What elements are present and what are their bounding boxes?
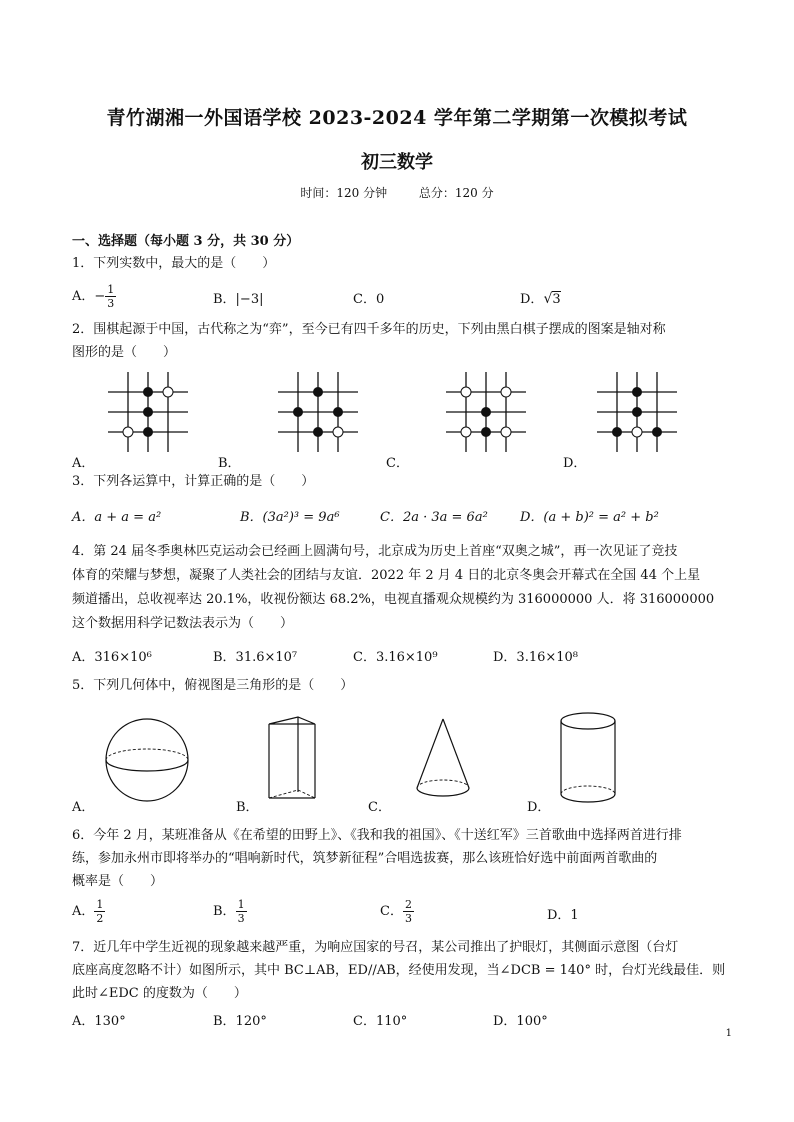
q4-stem-line3: 频道播出，总收视率达 20.1%，收视份额达 68.2%，电视直播观众规模约为 316000000 人．将 316000000 xyxy=(72,592,715,607)
q7-stem-line1: 7．近几年中学生近视的现象越来越严重，为响应国家的号召，某公司推出了护眼灯，其侧面示意图（台灯 xyxy=(72,940,679,955)
go-board-c xyxy=(446,372,526,452)
q2-stem-line2: 图形的是（ ） xyxy=(72,345,177,360)
q6-option-a: A． $\frac{1}{2}$ xyxy=(72,898,104,925)
q1-option-a: A．− $\frac{1}{3}$ xyxy=(72,283,115,310)
q5-stem: 5．下列几何体中，俯视图是三角形的是（ ） xyxy=(72,678,354,693)
white-stone xyxy=(501,387,511,397)
cylinder-figure xyxy=(560,712,616,804)
q2-label-b: B． xyxy=(218,456,241,471)
q4-option-d: D．3.16×10⁸ xyxy=(493,650,579,665)
white-stone xyxy=(461,387,471,397)
black-stone xyxy=(143,387,153,397)
exam-meta xyxy=(0,184,794,201)
q6-option-d: D．1 xyxy=(547,908,579,923)
q4-stem-line1: 4．第 24 届冬季奥林匹克运动会已经画上圆满句号，北京成为历史上首座“双奥之城”，再一次见证了竞技 xyxy=(72,544,678,559)
q5-label-b: B． xyxy=(236,800,259,815)
q3-option-b: B．(3a²)³ = 9a⁶ xyxy=(240,510,340,525)
q4-option-c: C．3.16×10⁹ xyxy=(353,650,438,665)
q2-label-c: C． xyxy=(386,456,409,471)
q1-option-d: D．√3 xyxy=(520,291,561,307)
black-stone xyxy=(632,387,642,397)
q4-stem-line2: 体育的荣耀与梦想，凝聚了人类社会的团结与友谊．2022 年 2 月 4 日的北京冬奥会开幕式在全国 44 个上星 xyxy=(72,568,701,583)
black-stone xyxy=(612,427,622,437)
section-heading: 一、选择题（每小题 3 分，共 30 分） xyxy=(72,234,300,249)
go-board-d xyxy=(597,372,677,452)
white-stone xyxy=(632,427,642,437)
white-stone xyxy=(333,427,343,437)
q3-option-c: C．2a · 3a = 6a² xyxy=(380,510,488,525)
q6-stem-line1: 6．今年 2 月，某班准备从《在希望的田野上》、《我和我的祖国》、《十送红军》三首歌曲中选择两首进行排 xyxy=(72,828,682,843)
q6-stem-line3: 概率是（ ） xyxy=(72,874,164,889)
exam-time: 时间：120 分钟 xyxy=(300,186,388,200)
q1-option-c: C．0 xyxy=(353,292,385,307)
q1-stem: 1．下列实数中，最大的是（ ） xyxy=(72,256,276,271)
exam-score: 总分：120 分 xyxy=(418,186,494,200)
q3-option-a: A．a + a = a² xyxy=(72,510,162,525)
q6-stem-line2: 练，参加永州市即将举办的“唱响新时代，筑梦新征程”合唱选拔赛，那么该班恰好选中前面两首歌曲的 xyxy=(72,851,658,866)
cone-figure xyxy=(416,718,470,800)
q5-label-c: C． xyxy=(368,800,391,815)
page-number: 1 xyxy=(725,1028,732,1039)
white-stone xyxy=(163,387,173,397)
black-stone xyxy=(143,407,153,417)
q7-option-d: D．100° xyxy=(493,1014,548,1029)
black-stone xyxy=(313,427,323,437)
q7-option-c: C．110° xyxy=(353,1014,408,1029)
black-stone xyxy=(632,407,642,417)
q2-stem-line1: 2．围棋起源于中国，古代称之为“弈”，至今已有四千多年的历史，下列由黑白棋子摆成的图案是轴对称 xyxy=(72,322,666,337)
q6-option-c: C． $\frac{2}{3}$ xyxy=(380,898,412,925)
q2-label-a: A． xyxy=(72,456,95,471)
q7-option-a: A．130° xyxy=(72,1014,126,1029)
q2-label-d: D． xyxy=(563,456,587,471)
q4-stem-line4: 这个数据用科学记数法表示为（ ） xyxy=(72,616,294,631)
exam-subject: 初三数学 xyxy=(361,152,433,173)
black-stone xyxy=(333,407,343,417)
q7-option-b: B．120° xyxy=(213,1014,267,1029)
triangular-prism-figure xyxy=(268,716,318,800)
q7-stem-line3: 此时∠EDC 的度数为（ ） xyxy=(72,986,247,1001)
q5-label-a: A． xyxy=(72,800,95,815)
sphere-figure xyxy=(105,718,189,802)
q7-stem-line2: 底座高度忽略不计）如图所示，其中 BC⊥AB，ED//AB，经使用发现，当∠DCB = 140° 时，台灯光线最佳．则 xyxy=(72,963,726,978)
q1-option-b: B．|−3| xyxy=(213,292,264,307)
black-stone xyxy=(652,427,662,437)
exam-title: 青竹湖湘一外国语学校 2023-2024 学年第二学期第一次模拟考试 xyxy=(106,107,688,129)
q3-option-d: D．(a + b)² = a² + b² xyxy=(520,510,659,525)
q4-option-a: A．316×10⁶ xyxy=(72,650,152,665)
q5-label-d: D． xyxy=(527,800,551,815)
black-stone xyxy=(481,407,491,417)
black-stone xyxy=(313,387,323,397)
black-stone xyxy=(293,407,303,417)
white-stone xyxy=(123,427,133,437)
q4-option-b: B．31.6×10⁷ xyxy=(213,650,298,665)
white-stone xyxy=(501,427,511,437)
white-stone xyxy=(461,427,471,437)
q3-stem: 3．下列各运算中，计算正确的是（ ） xyxy=(72,474,315,489)
go-board-b xyxy=(278,372,358,452)
q6-option-b: B． $\frac{1}{3}$ xyxy=(213,898,245,925)
go-board-a xyxy=(108,372,188,452)
black-stone xyxy=(481,427,491,437)
black-stone xyxy=(143,427,153,437)
